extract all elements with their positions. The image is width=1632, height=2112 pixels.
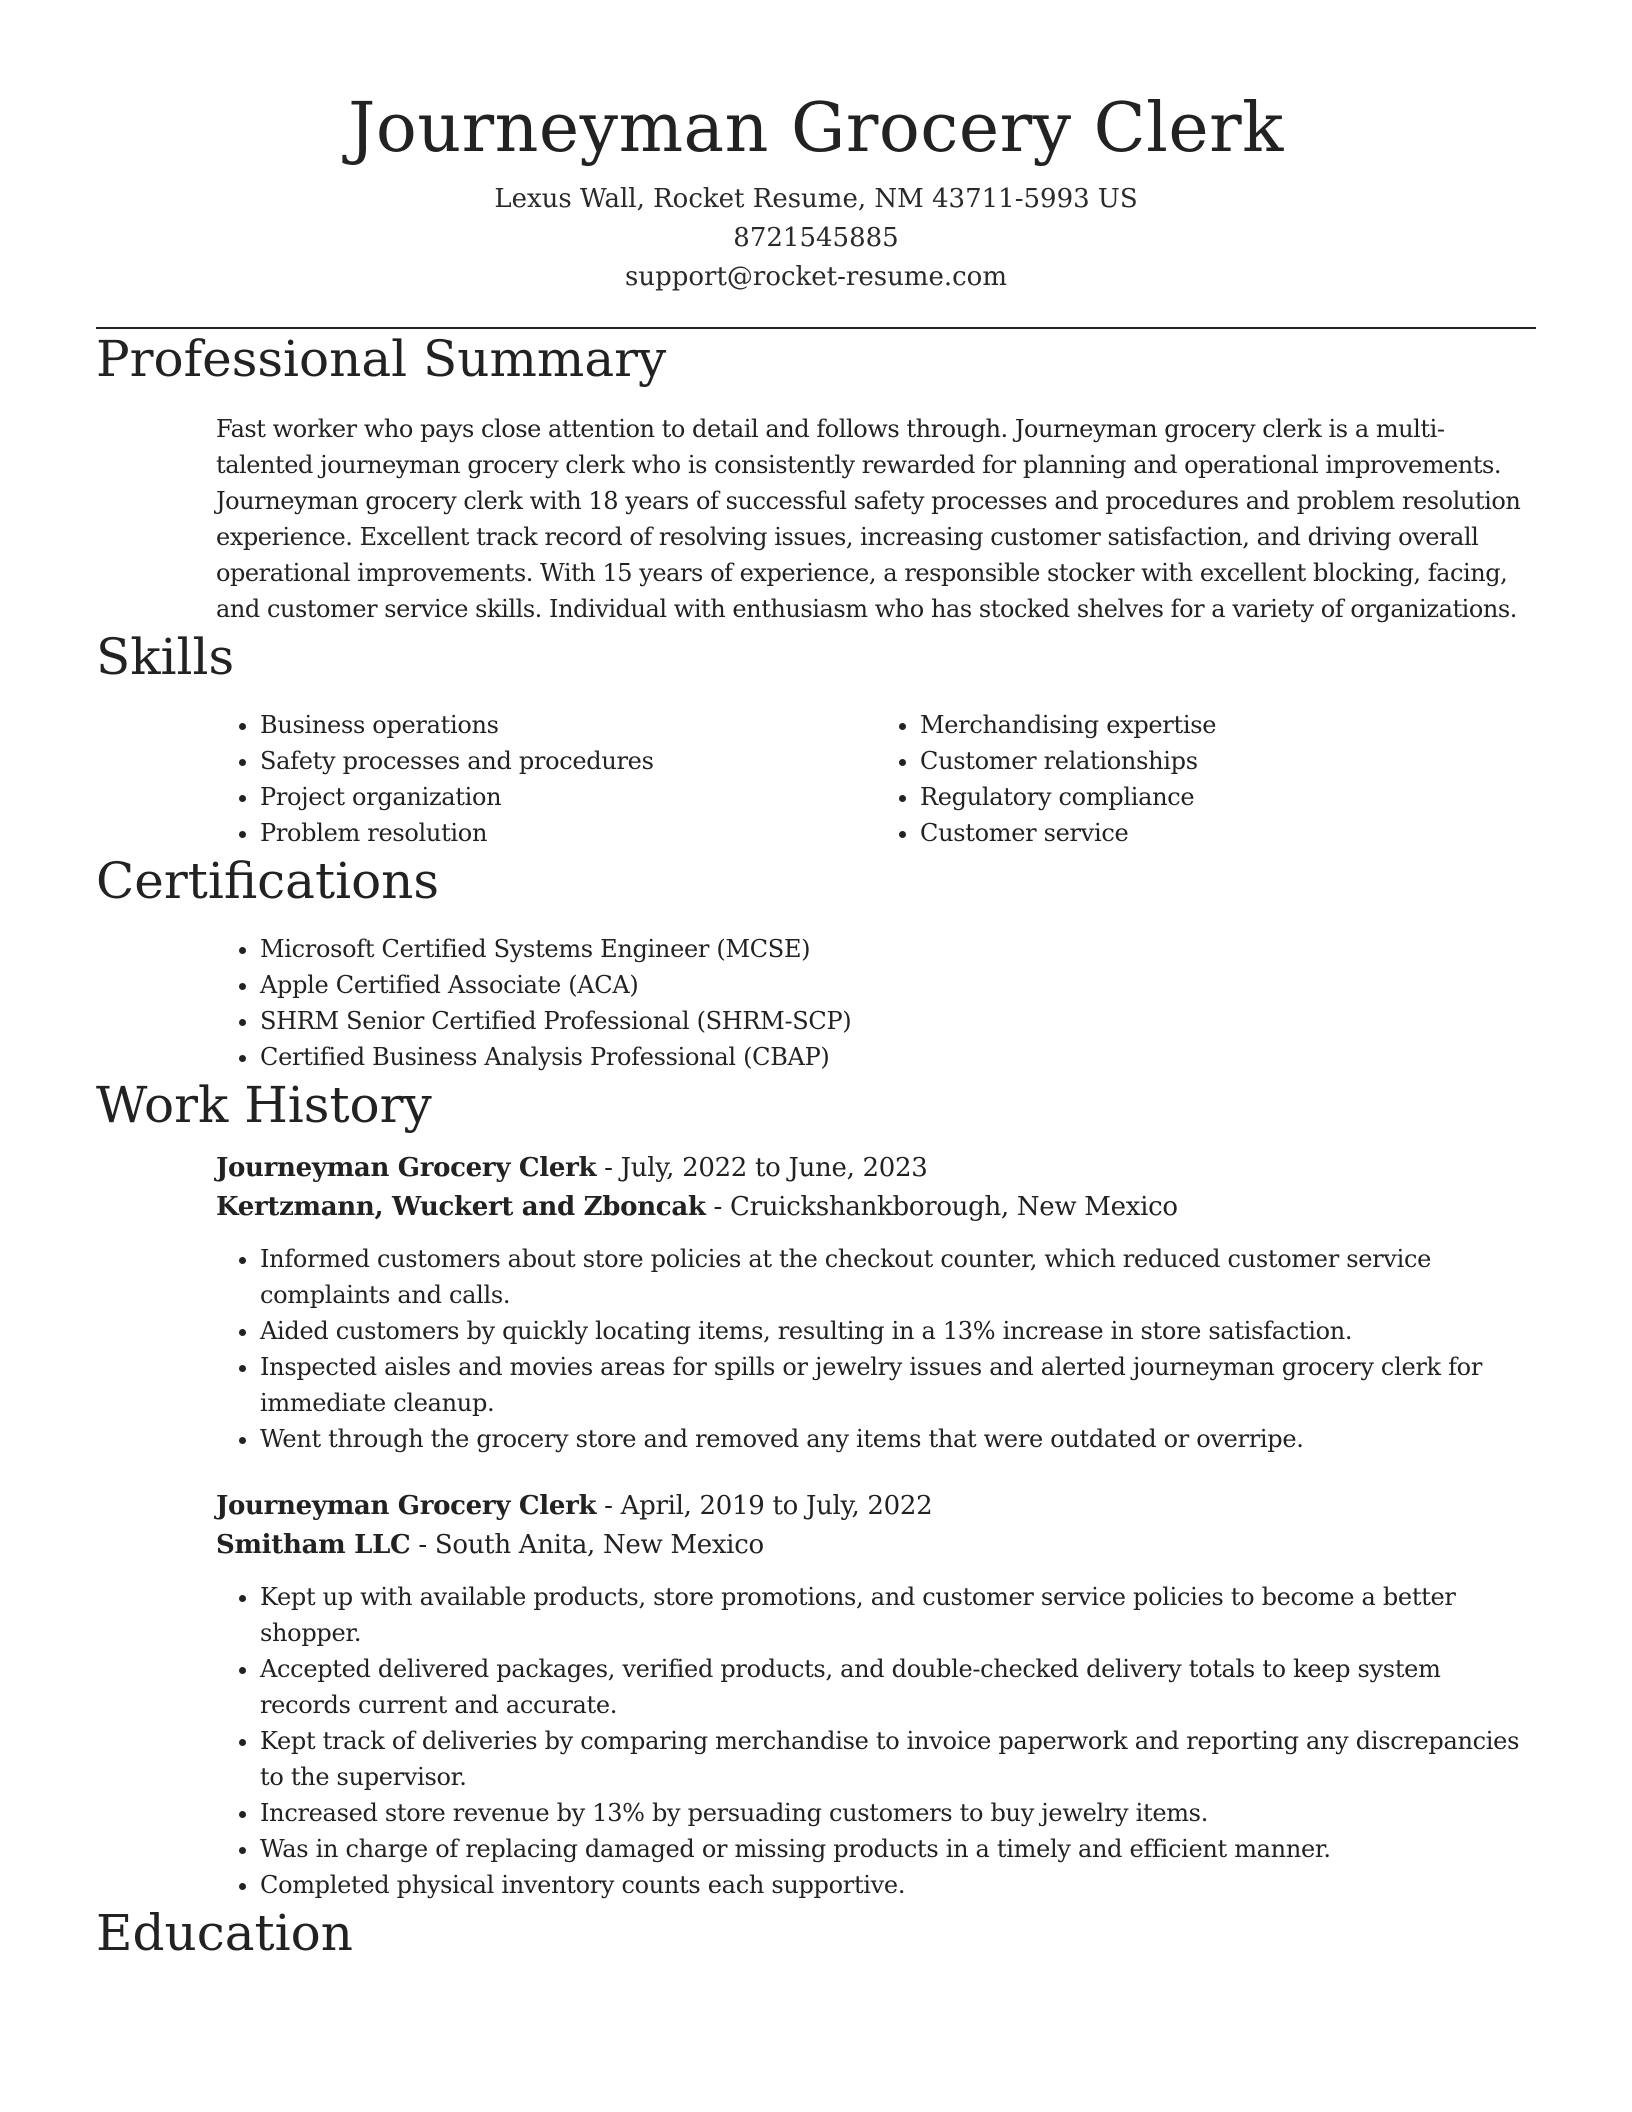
job-bullet: • Informed customers about store policies at the checkout counter, which reduced customer service complaints and calls.	[260, 1241, 1536, 1313]
job-location: - Cruickshankborough, New Mexico	[705, 1192, 1178, 1222]
job-bullet: • Was in charge of replacing damaged or missing products in a timely and efficient manner.	[260, 1831, 1536, 1867]
job-role: Journeyman Grocery Clerk	[216, 1153, 597, 1183]
certification-item: • SHRM Senior Certified Professional (SHRM-SCP)	[260, 1003, 1536, 1039]
job-dates: - April, 2019 to July, 2022	[596, 1491, 933, 1521]
skills-list	[216, 707, 1536, 851]
work-history-heading: Work History	[96, 1076, 432, 1134]
job-bullet: • Kept track of deliveries by comparing merchandise to invoice paperwork and reporting any discrepancies to the supervisor.	[260, 1723, 1536, 1795]
skills-column-left	[216, 707, 876, 851]
job-bullets	[216, 1579, 1536, 1903]
certification-item: • Apple Certified Associate (ACA)	[260, 967, 1536, 1003]
resume-header	[96, 0, 1536, 297]
job-location: - South Anita, New Mexico	[410, 1530, 764, 1560]
job-title-line	[216, 1149, 1536, 1188]
job-title-line	[216, 1487, 1536, 1526]
job-entry	[216, 1149, 1536, 1457]
skills-heading: Skills	[96, 628, 235, 686]
summary-heading: Professional Summary	[96, 330, 667, 388]
skill-item: • Regulatory compliance	[920, 779, 1536, 815]
contact-address: Lexus Wall, Rocket Resume, NM 43711-5993 US	[494, 184, 1138, 214]
contact-email: support@rocket-resume.com	[624, 262, 1007, 292]
skill-item: • Customer service	[920, 815, 1536, 851]
skill-item: • Merchandising expertise	[920, 707, 1536, 743]
candidate-name: Journeyman Grocery Clerk	[348, 89, 1284, 168]
skill-item: • Business operations	[260, 707, 876, 743]
skill-item: • Project organization	[260, 779, 876, 815]
education-heading: Education	[96, 1904, 353, 1962]
job-bullet: • Kept up with available products, store promotions, and customer service policies to become a better shopper.	[260, 1579, 1536, 1651]
certifications-heading: Certifications	[96, 852, 440, 910]
job-bullet: • Accepted delivered packages, verified products, and double-checked delivery totals to keep system records current and accurate.	[260, 1651, 1536, 1723]
job-company: Kertzmann, Wuckert and Zboncak	[216, 1192, 706, 1222]
job-bullet: • Completed physical inventory counts each supportive.	[260, 1867, 1536, 1903]
skill-item: • Problem resolution	[260, 815, 876, 851]
certification-item: • Microsoft Certified Systems Engineer (MCSE)	[260, 931, 1536, 967]
contact-phone: 8721545885	[733, 223, 899, 253]
job-role: Journeyman Grocery Clerk	[216, 1491, 597, 1521]
job-company: Smitham LLC	[216, 1530, 411, 1560]
job-bullet: • Inspected aisles and movies areas for spills or jewelry issues and alerted journeyman grocery clerk for immediate cleanup.	[260, 1349, 1536, 1421]
job-bullets	[216, 1241, 1536, 1457]
job-entry	[216, 1487, 1536, 1903]
job-company-line	[216, 1526, 1536, 1565]
job-dates: - July, 2022 to June, 2023	[596, 1153, 928, 1183]
skill-item: • Customer relationships	[920, 743, 1536, 779]
certification-item: • Certified Business Analysis Professional (CBAP)	[260, 1039, 1536, 1075]
job-bullet: • Increased store revenue by 13% by persuading customers to buy jewelry items.	[260, 1795, 1536, 1831]
job-bullet: • Went through the grocery store and removed any items that were outdated or overripe.	[260, 1421, 1536, 1457]
job-bullet: • Aided customers by quickly locating items, resulting in a 13% increase in store satisfaction.	[260, 1313, 1536, 1349]
certifications-list	[216, 931, 1536, 1075]
summary-text: Fast worker who pays close attention to detail and follows through. Journeyman grocery clerk is a multi-talented journeyman grocery clerk who is consistently rewarded for planning and operational improvements. Journeyman grocery clerk with 18 years of successful safety processes and procedures and problem resolution experience. Excellent track record of resolving issues, increasing customer satisfaction, and driving overall operational improvements. With 15 years of experience, a responsible stocker with excellent blocking, facing, and customer service skills. Individual with enthusiasm who has stocked shelves for a variety of organizations.	[216, 415, 1521, 623]
skills-column-right	[876, 707, 1536, 851]
contact-block	[96, 180, 1536, 297]
job-company-line	[216, 1188, 1536, 1227]
skill-item: • Safety processes and procedures	[260, 743, 876, 779]
